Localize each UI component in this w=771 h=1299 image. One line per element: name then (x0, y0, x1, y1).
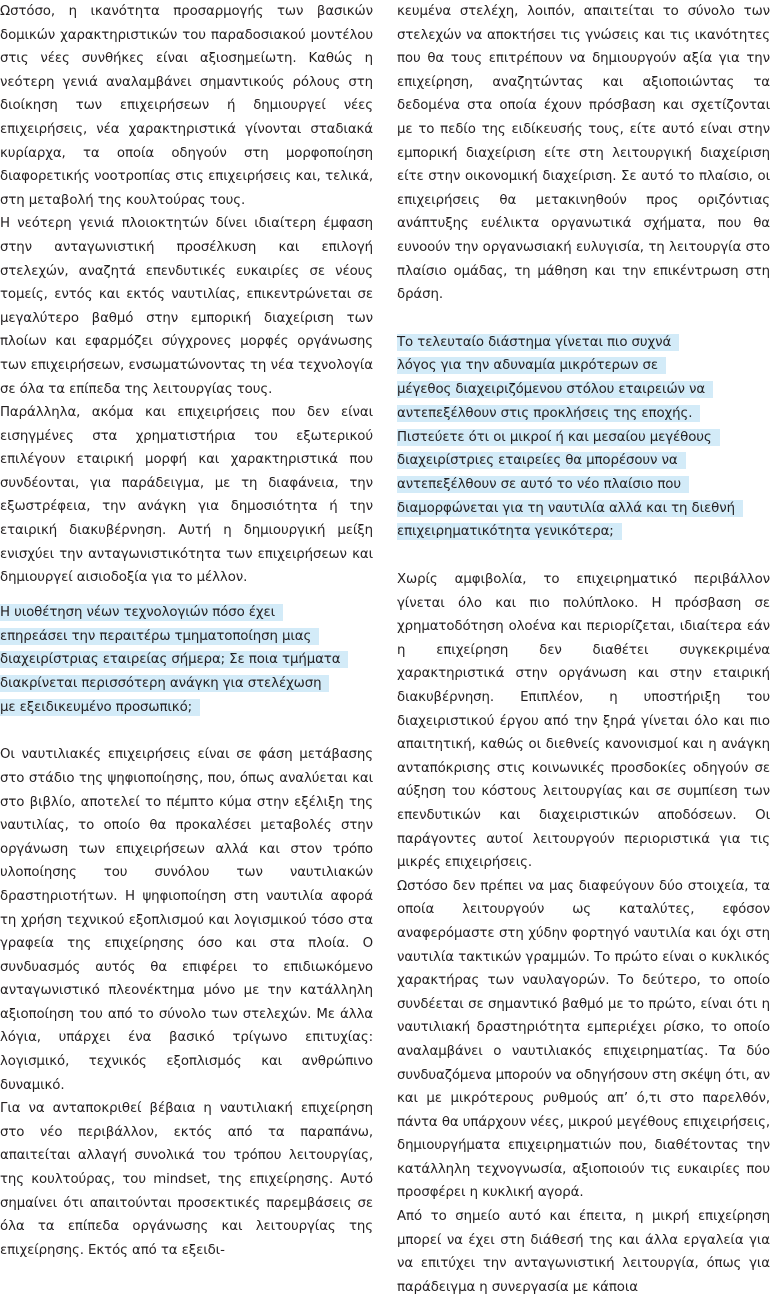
spacer (397, 544, 770, 568)
spacer (0, 590, 373, 601)
question-line: επηρεάσει την περαιτέρω τμηματοποίηση μιας (0, 628, 319, 645)
body-paragraph: Για να ανταποκριθεί βέβαια η ναυτιλιακή επιχείρηση στο νέο περιβάλλον, εκτός από τα παραπάνω, απαιτείται αλλαγή συνολικά του τρόπου λειτουργίας, της κουλτούρας, του mindset, της επιχείρησης. Αυτό σημαίνει ότι απαιτούνται προσεκτικές παρεμβάσεις σε όλα τα επίπεδα οργάνωσης και λειτουργίας της επιχείρησης. Εκτός από τα εξειδι- (0, 1101, 373, 1258)
question-line: με εξειδικευμένο προσωπικό; (0, 699, 200, 716)
body-paragraph: Ωστόσο δεν πρέπει να μας διαφεύγουν δύο στοιχεία, τα οποία λειτουργούν ως καταλύτες, εφόσον αναφερόμαστε στη χύδην φορτηγό ναυτιλία και όχι στη ναυτιλία τακτικών γραμμών. Το πρώτο είναι ο κυκλικός χαρακτήρας των ναυλαγορών. Το δεύτερο, το οποίο συνδέεται σε σημαντικό βαθμό με το πρώτο, είναι ότι η ναυτιλιακή δραστηριότητα εμπεριέχει ρίσκο, το οποίο αναλαμβάνει ο ναυτιλιακός επιχειρηματίας. Τα δύο συνδυαζόμενα μπορούν να οδηγήσουν στη σκέψη ότι, αν και με μικρότερους ρυθμούς απ’ ό,τι στο παρελθόν, πάντα θα υπάρχουν νέες, μικρού μεγέθους επιχειρήσεις, δημιουργήματα επιχειρηματιών που, διαθέτοντας την κατάλληλη τεχνογνωσία, αξιοποιούν τις ευκαιρίες που προσφέρει η κυκλική αγορά. (397, 878, 770, 1201)
interview-question (0, 601, 373, 720)
question-line: Το τελευταίο διάστημα γίνεται πιο συχνά (397, 334, 679, 351)
body-paragraph: Από το σημείο αυτό και έπειτα, η μικρή επιχείρηση μπορεί να έχει στη διάθεσή της και άλλα εργαλεία για να επιτύχει την ανταγωνιστική λειτουργία, όπως για παράδειγμα η συνεργασία με κάποια (397, 1209, 770, 1295)
body-paragraph: Παράλληλα, ακόμα και επιχειρήσεις που δεν είναι εισηγμένες στα χρηματιστήρια του εξωτερικού επιλέγουν εταιρική μορφή και χαρακτηριστικά που συνδέονται, για παράδειγμα, με τη διαφάνεια, την εξωστρέφεια, την ανάγκη για δημοσιότητα ή την εταιρική διακυβέρνηση. Αυτή η δημιουργική μείξη ενισχύει την ανταγωνιστικότητα των επιχειρήσεων και δημιουργεί αισιοδοξία για το μέλλον. (0, 405, 373, 586)
body-paragraph: κευμένα στελέχη, λοιπόν, απαιτείται το σύνολο των στελεχών να αποκτήσει τις γνώσεις και τις ικανότητες που θα τους επιτρέπουν να δημιουργούν αξία για την επιχείρηση, αναζητώντας και αξιοποιώντας τα δεδομένα στα οποία έχουν πρόσβαση και σχετίζονται με το πεδίο της ειδίκευσής τους, είτε αυτό είναι στην εμπορική διαχείριση είτε στη λειτουργική διαχείριση είτε στην οικονομική διαχείριση. Σε αυτό το πλαίσιο, οι επιχειρήσεις θα μετακινηθούν προς οριζόντιας ανάπτυξης ευέλικτα οργανωτικά σχήματα, που θα ευνοούν την οργανωσιακή ευλυγισία, τη λειτουργία στο πλαίσιο ομάδας, τη μάθηση και την επικέντρωση στη δράση. (397, 4, 770, 303)
question-line: αντεπεξέλθουν στις προκλήσεις της εποχής. (397, 405, 700, 422)
question-line: Πιστεύετε ότι οι μικροί ή και μεσαίου μεγέθους (397, 429, 720, 446)
question-line: επιχειρηματικότητα γενικότερα; (397, 523, 622, 540)
question-line: μέγεθος διαχειριζόμενου στόλου εταιρειών να (397, 381, 713, 398)
body-paragraph: Χωρίς αμφιβολία, το επιχειρηματικό περιβάλλον γίνεται όλο και πιο πολύπλοκο. Η πρόσβαση σε χρηματοδότηση ολοένα και περιορίζεται, ιδιαίτερα εάν η επιχείρηση δεν διαθέτει συγκεκριμένα χαρακτηριστικά στην οργάνωση και στην εταιρική διακυβέρνηση. Επιπλέον, η υποστήριξη του διαχειριστικού έργου από την ξηρά γίνεται όλο και πιο απαιτητική, καθώς οι διεθνείς κανονισμοί και η ανάγκη ανταπόκρισης στις κοινωνικές προσδοκίες οδηγούν σε αύξηση του κόστους λειτουργίας και σε συμπίεση των επενδυτικών και διαχειριστικών αποδόσεων. Οι παράγοντες αυτοί λειτουργούν περιοριστικά για τις μικρές επιχειρήσεις. (397, 572, 770, 871)
question-line: διακρίνεται περισσότερη ανάγκη για στελέχωση (0, 675, 329, 692)
spacer (397, 307, 770, 331)
body-paragraph: Ωστόσο, η ικανότητα προσαρμογής των βασικών δομικών χαρακτηριστικών του παραδοσιακού μοντέλου στις νέες συνθήκες είναι αξιοσημείωτη. Καθώς η νεότερη γενιά αναλαμβάνει σημαντικούς ρόλους στη διοίκηση των επιχειρήσεων ή δημιουργεί νέες επιχειρήσεις, νέα χαρακτηριστικά γίνονται σταδιακά κυρίαρχα, τα οποία οδηγούν στη μορφοποίηση διαφορετικής νοοτροπίας στις επιχειρήσεις και, τελικά, στη μεταβολή της κουλτούρας τους. (0, 4, 373, 208)
question-line: αντεπεξέλθουν σε αυτό το νέο πλαίσιο που (397, 476, 689, 493)
question-line: διαχειρίστριες εταιρείες θα μπορέσουν να (397, 452, 686, 469)
body-paragraph: Η νεότερη γενιά πλοιοκτητών δίνει ιδιαίτερη έμφαση στην ανταγωνιστική προσέλκυση και επιλογή στελεχών, αναζητά επενδυτικές ευκαιρίες σε νέους τομείς, εντός και εκτός ναυτιλίας, επικεντρώνεται σε μεγαλύτερο βαθμό στην εμπορική διαχείριση των πλοίων και εφαρμόζει σύγχρονες μορφές οργάνωσης των επιχειρήσεων, ενσωματώνοντας τη νέα τεχνολογία σε όλα τα επίπεδα της λειτουργίας τους. (0, 216, 373, 397)
question-line: διαχειρίστριας εταιρείας σήμερα; Σε ποια τμήματα (0, 651, 348, 668)
right-column (397, 0, 770, 1299)
body-paragraph: Οι ναυτιλιακές επιχειρήσεις είναι σε φάση μετάβασης στο στάδιο της ψηφιοποίησης, που, όπως αναλύεται και στο βιβλίο, αποτελεί το πέμπτο κύμα στην εξέλιξη της ναυτιλίας, το οποίο θα προκαλέσει μεταβολές στην οργάνωση των επιχειρήσεων αλλά και στον τρόπο υλοποίησης του συνόλου των ναυτιλιακών δραστηριοτήτων. Η ψηφιοποίηση στη ναυτιλία αφορά τη χρήση τεχνικού εξοπλισμού και λογισμικού τόσο στα γραφεία της επιχείρησης όσο και στα πλοία. Ο συνδυασμός αυτός θα επιφέρει το επιδιωκόμενο ανταγωνιστικό πλεονέκτημα μόνο με την κατάλληλη αξιοποίηση του από το σύνολο των στελεχών. Με άλλα λόγια, υπάρχει ένα βασικό τρίγωνο επιτυχίας: λογισμικό, τεχνικός εξοπλισμός και ανθρώπινο δυναμικό. (0, 747, 373, 1093)
question-line: Η υιοθέτηση νέων τεχνολογιών πόσο έχει (0, 604, 283, 621)
question-line: λόγος για την αδυναμία μικρότερων σε (397, 357, 666, 374)
spacer (0, 719, 373, 743)
interview-question (397, 331, 770, 544)
left-column (0, 0, 373, 1262)
question-line: διαμορφώνεται για τη ναυτιλία αλλά και τη διεθνή (397, 500, 743, 517)
